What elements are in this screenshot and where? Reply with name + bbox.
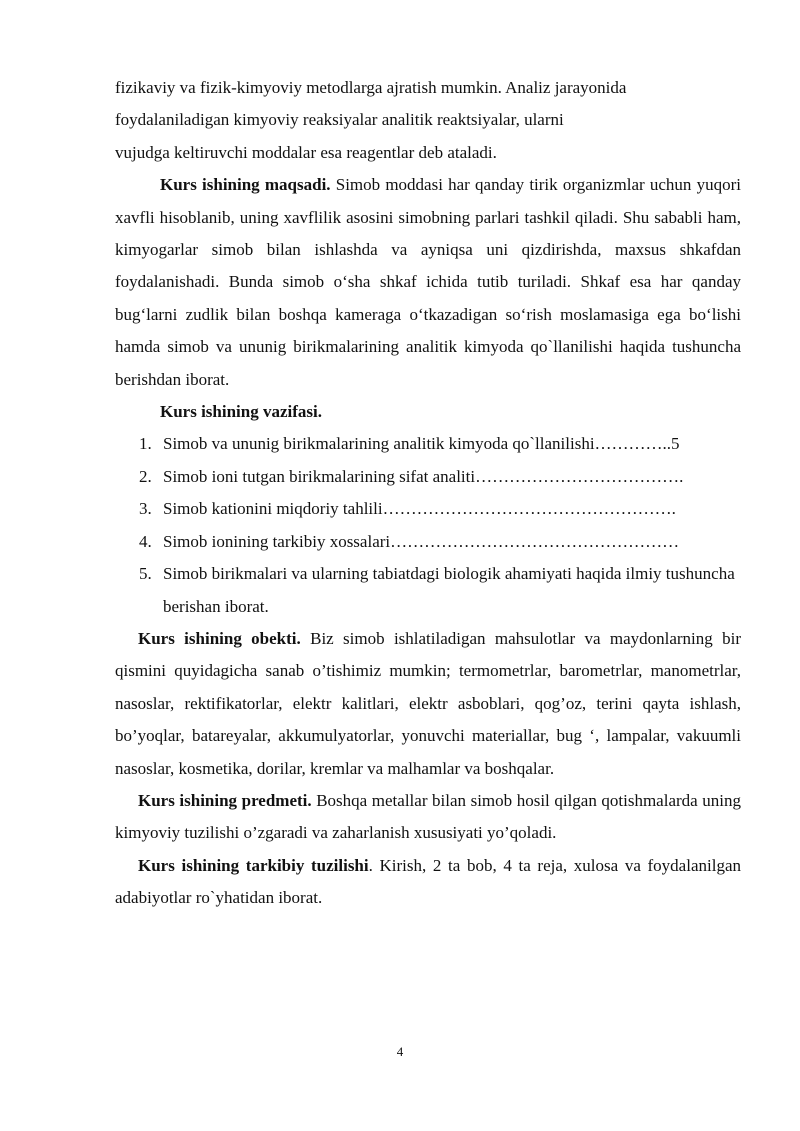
purpose-paragraph — [115, 169, 741, 396]
subject-paragraph — [115, 785, 741, 850]
object-paragraph — [115, 623, 741, 785]
purpose-heading: Kurs ishining maqsadi. — [160, 175, 331, 195]
document-page — [115, 72, 741, 915]
intro-paragraph — [115, 72, 741, 169]
list-item-text: Simob kationini miqdoriy tahlili……………………………………………. — [163, 499, 676, 519]
subject-text: Boshqa metallar bilan simob hosil qilgan qotishmalarda uning kimyoviy tuzilishi o’zgaradi va zaharlanish xususiyati yo’qoladi. — [115, 790, 741, 843]
subject-heading: Kurs ishining predmeti. — [138, 790, 312, 810]
intro-line-1: fizikaviy va fizik-kimyoviy metodlarga ajratish mumkin. Analiz jarayonida — [115, 78, 627, 97]
list-item-number: 4. — [139, 531, 152, 551]
list-item-number: 2. — [139, 466, 152, 486]
tasks-heading: Kurs ishining vazifasi. — [160, 402, 323, 422]
tasks-list — [115, 428, 741, 622]
list-item-text: Simob ioni tutgan birikmalarining sifat analiti………………………………. — [163, 466, 684, 486]
object-text: Biz simob ishlatiladigan mahsulotlar va maydonlarning bir qismini quyidagicha sanab o’tishimiz mumkin; termometrlar, barometrlar, manometrlar, nasoslar, rektifikatorlar, elektr kalitlari, elektr asboblari, qog’oz, terini qayta ishlash, bo’yoqlar, batareyalar, akkumulyatorlar, yonuvchi materiallar, bug ‘, lampalar, vakuumli nasoslar, kosmetika, dorilar, kremlar va malhamlar va boshqalar. — [115, 628, 742, 778]
page-number: 4 — [396, 1044, 404, 1059]
list-item-number: 1. — [139, 434, 152, 454]
list-item-number: 5. — [139, 564, 152, 584]
tasks-heading-paragraph — [115, 396, 741, 428]
list-item — [115, 558, 741, 623]
list-item — [115, 493, 741, 525]
structure-text: . Kirish, 2 ta bob, 4 ta reja, xulosa va foydalanilgan adabiyotlar ro`yhatidan iborat. — [115, 855, 741, 908]
list-item-text: Simob ionining tarkibiy xossalari…………………………………………… — [163, 531, 680, 551]
structure-heading: Kurs ishining tarkibiy tuzilishi — [138, 855, 369, 875]
list-item — [115, 526, 741, 558]
intro-line-3: vujudga keltiruvchi moddalar esa reagentlar deb ataladi. — [115, 142, 497, 162]
object-heading: Kurs ishining obekti. — [138, 628, 301, 648]
list-item-text: Simob va ununig birikmalarining analitik kimyoda qo`llanilishi…………..5 — [163, 434, 680, 454]
list-item — [115, 428, 741, 460]
list-item-number: 3. — [139, 499, 152, 519]
list-item — [115, 461, 741, 493]
list-item-text: Simob birikmalari va ularning tabiatdagi biologik ahamiyati haqida ilmiy tushuncha berishan iborat. — [163, 564, 735, 616]
structure-paragraph — [115, 850, 741, 915]
intro-line-2: foydalaniladigan kimyoviy reaksiyalar analitik reaktsiyalar, ularni — [115, 110, 564, 130]
purpose-text: Simob moddasi har qanday tirik organizmlar uchun yuqori xavfli hisoblanib, uning xavflilik asosini simobning parlari tashkil qiladi. Shu sababli ham, kimyogarlar simob bilan ishlashda va ayniqsa uni qizdirishda, maxsus shkafdan foydalanishadi. Bunda simob o‘sha shkaf ichida tutib turiladi. Shkaf esa har qanday bug‘larni zudlik bilan boshqa kameraga o‘tkazadigan so‘rish moslamasiga ega bo‘lishi hamda simob va ununig birikmalarining analitik kimyoda qo`llanilishi haqida tushuncha berishdan iborat. — [115, 175, 741, 389]
